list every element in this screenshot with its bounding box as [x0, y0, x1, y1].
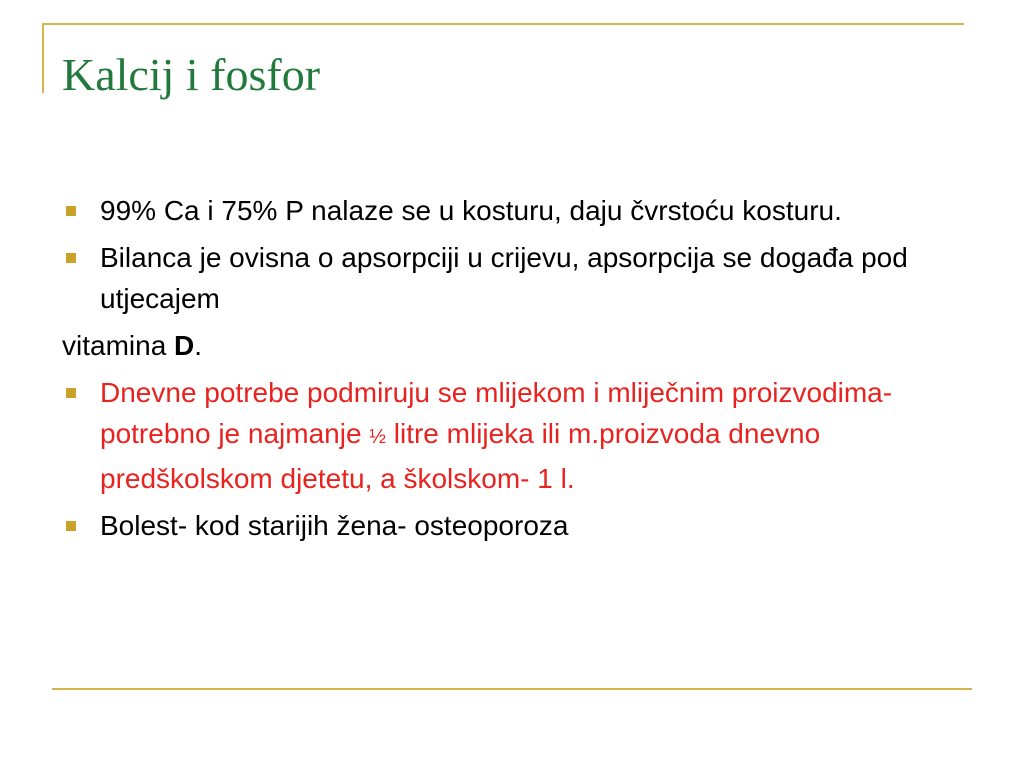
- bullet-item: [62, 190, 967, 231]
- square-bullet-icon: [66, 206, 76, 216]
- bullet-text: Bilanca je ovisna o apsorpciji u crijevu, apsorpcija se događa pod utjecajem: [100, 242, 908, 314]
- bottom-rule: [52, 688, 972, 690]
- bullet-item: [62, 505, 967, 546]
- continuation-text: vitamina: [62, 330, 175, 361]
- bullet-item: [62, 237, 967, 319]
- continuation-end: .: [194, 330, 203, 361]
- square-bullet-icon: [66, 388, 76, 398]
- vitamin-letter: D: [174, 330, 195, 361]
- slide-body: [62, 190, 967, 552]
- bullet-text: Bolest- kod starijih žena- osteoporoza: [100, 510, 569, 541]
- slide-title: Kalcij i fosfor: [62, 49, 321, 100]
- bullet-text: 99% Ca i 75% P nalaze se u kosturu, daju čvrstoću kosturu.: [100, 195, 842, 226]
- left-rule: [42, 23, 44, 93]
- square-bullet-icon: [66, 521, 76, 531]
- bullet-item-highlighted: [62, 372, 967, 499]
- square-bullet-icon: [66, 253, 76, 263]
- bullet-text-end: litre mlijeka ili m.proizvoda dnevno predškolskom djetetu, a školskom- 1 l.: [100, 418, 821, 494]
- fraction-text: ½: [369, 426, 386, 448]
- top-rule: [42, 23, 964, 25]
- continuation-line: [62, 325, 967, 366]
- bullet-text: Dnevne potrebe podmiruju se mlijekom i mliječnim proizvodima- potrebno je najmanje: [100, 377, 893, 449]
